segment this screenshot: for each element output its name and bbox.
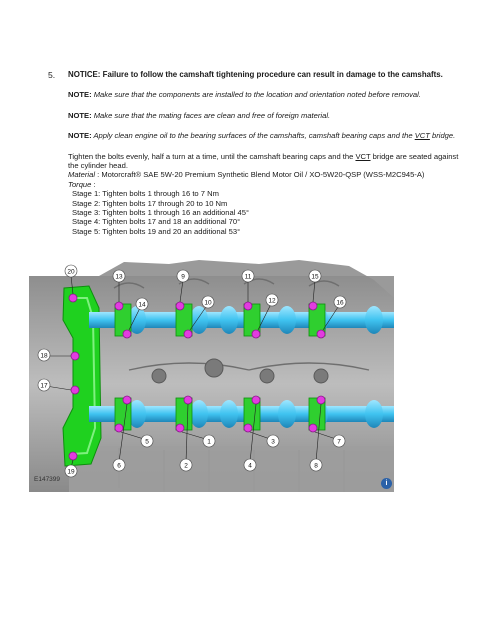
torque-stage: Stage 3: Tighten bolts 1 through 16 an additional 45° (72, 208, 249, 218)
bolt-8 (317, 396, 325, 404)
bolt-9 (176, 302, 184, 310)
bolt-6 (123, 396, 131, 404)
bolt-12 (252, 330, 260, 338)
material-text: : Motorcraft® SAE 5W-20 Premium Synthetic Blend Motor Oil / XO-5W20-QSP (WSS-M2C945-A) (95, 170, 425, 180)
torque-stage-list (72, 189, 468, 236)
instruction-text-after: bridge are seated against the cylinder head. (68, 151, 459, 171)
callout-7: 7 (337, 438, 341, 446)
instruction-text: Tighten the bolts evenly, half a turn at a time, until the camshaft bearing caps and the (68, 151, 356, 161)
callout-16: 16 (336, 299, 344, 307)
bolt-15 (309, 302, 317, 310)
callout-12: 12 (268, 297, 276, 305)
callout-6: 6 (117, 462, 121, 470)
figure-id: E147399 (34, 476, 61, 483)
callout-17: 17 (40, 382, 48, 390)
note-text: Make sure that the mating faces are clean and free of foreign material. (91, 110, 331, 120)
callout-4: 4 (248, 462, 252, 470)
note-3 (68, 131, 468, 140)
bolt-11 (244, 302, 252, 310)
callout-18: 18 (40, 352, 48, 360)
callout-13: 13 (115, 273, 123, 281)
note-text-after: bridge. (429, 131, 456, 141)
bolt-19 (69, 452, 77, 460)
vct-link[interactable]: VCT (414, 131, 430, 141)
callout-19: 19 (67, 468, 75, 476)
bolt-2 (184, 396, 192, 404)
callout-11: 11 (244, 273, 252, 281)
step-number: 5. (48, 70, 56, 80)
instruction (68, 152, 468, 190)
vct-link[interactable]: VCT (355, 151, 371, 161)
bolt-17 (71, 386, 79, 394)
note-label: NOTE: (68, 90, 92, 100)
bolt-5 (115, 424, 123, 432)
bolt-3 (244, 424, 252, 432)
torque-stage: Stage 2: Tighten bolts 17 through 20 to 10 Nm (72, 198, 228, 208)
notice-label: NOTICE: (68, 70, 101, 79)
callout-2: 2 (184, 462, 188, 470)
note-2 (68, 111, 468, 120)
bolt-1 (176, 424, 184, 432)
note-label: NOTE: (68, 110, 92, 120)
bolt-18 (71, 352, 79, 360)
callout-5: 5 (145, 438, 149, 446)
camshaft-bolt-diagram (29, 258, 394, 492)
callout-8: 8 (314, 462, 318, 470)
callout-15: 15 (311, 273, 319, 281)
callout-1: 1 (207, 438, 211, 446)
callout-10: 10 (204, 299, 212, 307)
bolt-13 (115, 302, 123, 310)
bolt-10 (184, 330, 192, 338)
callout-3: 3 (271, 438, 275, 446)
bolt-4 (252, 396, 260, 404)
torque-suffix: : (91, 179, 96, 189)
callout-9: 9 (181, 273, 185, 281)
bolt-7 (309, 424, 317, 432)
callout-14: 14 (138, 301, 146, 309)
callout-20: 20 (67, 268, 75, 276)
bolt-20 (69, 294, 77, 302)
notice-text: Failure to follow the camshaft tightening procedure can result in damage to the camshafts. (100, 70, 443, 79)
note-text: Make sure that the components are installed to the location and orientation noted before removal. (91, 90, 421, 100)
torque-stage: Stage 4: Tighten bolts 17 and 18 an additional 70° (72, 217, 241, 227)
bolt-14 (123, 330, 131, 338)
bolt-16 (317, 330, 325, 338)
procedure-step (48, 70, 468, 236)
torque-label: Torque (68, 179, 92, 189)
note-text: Apply clean engine oil to the bearing surfaces of the camshafts, camshaft bearing caps and the (91, 131, 415, 141)
note-label: NOTE: (68, 131, 92, 141)
material-label: Material (68, 170, 96, 180)
torque-stage: Stage 5: Tighten bolts 19 and 20 an additional 53° (72, 226, 241, 236)
info-icon[interactable]: i (381, 478, 392, 489)
notice (68, 70, 468, 79)
torque-stage: Stage 1: Tighten bolts 1 through 16 to 7 Nm (72, 189, 219, 199)
note-1 (68, 90, 468, 99)
